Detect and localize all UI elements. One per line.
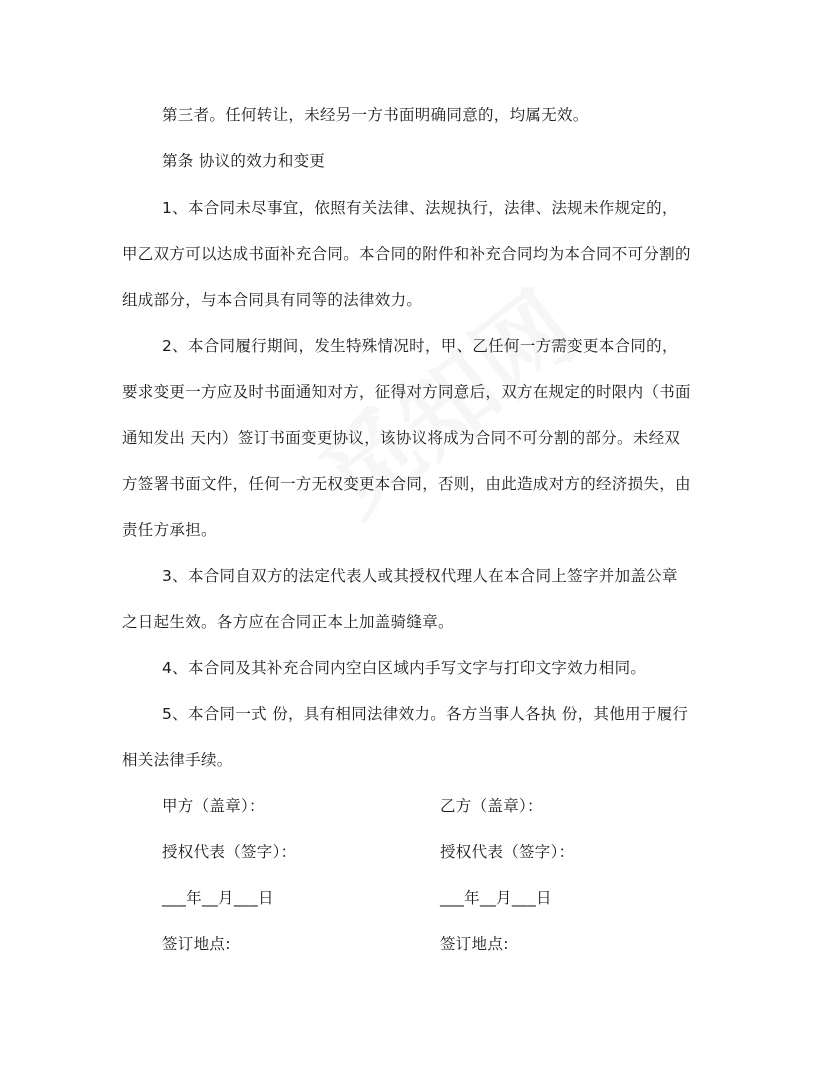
paragraph-line: 责任方承担。 [122,521,217,539]
paragraph-line: 2、本合同履行期间，发生特殊情况时，甲、乙任何一方需变更本合同的， [162,337,678,355]
party-a-date: ___年__月___日 [162,889,274,907]
paragraph-line: 方签署书面文件，任何一方无权变更本合同，否则，由此造成对方的经济损失，由 [122,475,691,493]
paragraph-line: 相关法律手续。 [122,751,233,769]
paragraph-line: 1、本合同未尽事宜，依照有关法律、法规执行，法律、法规未作规定的， [162,199,678,217]
paragraph-line: 4、本合同及其补充合同内空白区域内手写文字与打印文字效力相同。 [162,659,647,677]
party-a-seal-label: 甲方（盖章）： [162,797,265,815]
party-b-place-label: 签订地点: [440,935,509,953]
paragraph-line: 5、本合同一式 份，具有相同法律效力。各方当事人各执 份，其他用于履行 [162,705,689,723]
paragraph-line: 甲乙双方可以达成书面补充合同。本合同的附件和补充合同均为本合同不可分割的 [122,245,691,263]
paragraph-line: 第三者。任何转让，未经另一方书面明确同意的，均属无效。 [162,106,589,124]
party-a-place-label: 签订地点: [162,935,231,953]
paragraph-line: 之日起生效。各方应在合同正本上加盖骑缝章。 [122,613,454,631]
paragraph-line: 要求变更一方应及时书面通知对方，征得对方同意后，双方在规定的时限内（书面 [122,383,691,401]
paragraph-line: 通知发出 天内）签订书面变更协议，该协议将成为合同不可分割的部分。未经双 [122,429,681,447]
paragraph-line: 3、本合同自双方的法定代表人或其授权代理人在本合同上签字并加盖公章 [162,567,678,585]
section-heading: 第条 协议的效力和变更 [162,152,326,170]
party-b-rep-label: 授权代表（签字）： [440,843,575,861]
party-a-rep-label: 授权代表（签字）： [162,843,297,861]
party-b-seal-label: 乙方（盖章）： [440,797,543,815]
party-b-date: ___年__月___日 [440,889,552,907]
paragraph-line: 组成部分，与本合同具有同等的法律效力。 [122,291,423,309]
